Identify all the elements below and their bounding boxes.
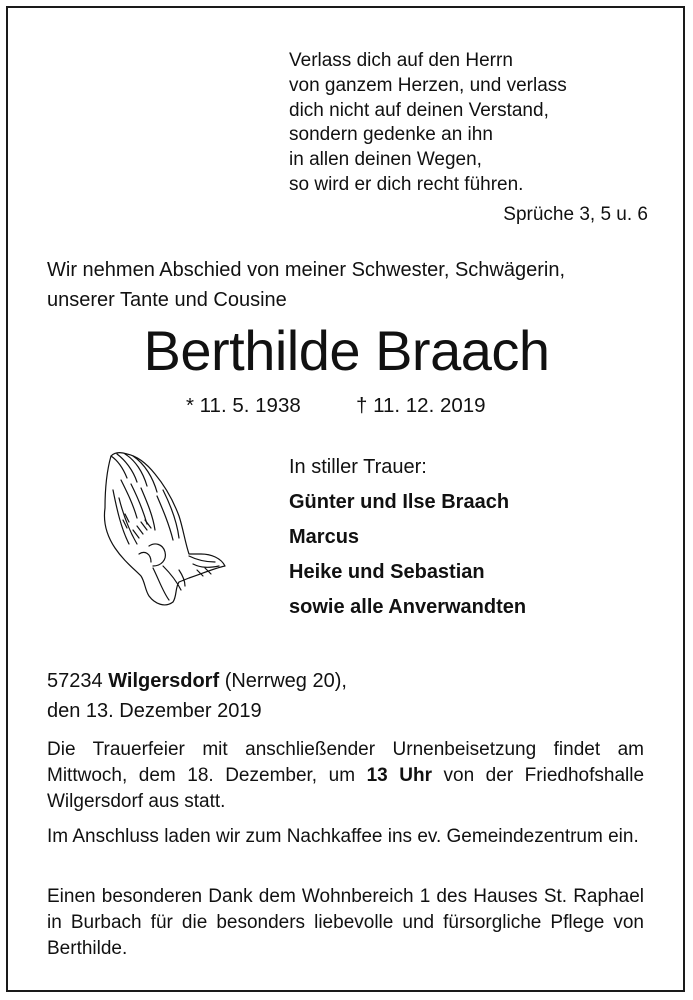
- death-date: † 11. 12. 2019: [356, 394, 486, 417]
- address-line: [47, 666, 347, 696]
- service-text-part2: von der Friedhofshalle Wilgersdorf aus statt.: [47, 765, 645, 812]
- intro-line: unserer Tante und Cousine: [47, 289, 287, 311]
- verse-line: so wird er dich recht führen.: [289, 173, 524, 195]
- notice-date: den 13. Dezember 2019: [47, 700, 262, 722]
- reception-notice: Im Anschluss laden wir zum Nachkaffee ins ev. Gemeindezentrum ein.: [47, 826, 639, 847]
- verse-line: von ganzem Herzen, und verlass: [289, 74, 567, 96]
- mourners-list: [289, 485, 526, 625]
- service-text-part1: Die Trauerfeier mit anschließender Urnenbeisetzung findet am Mittwoch, dem 18. Dezember, um: [47, 739, 644, 786]
- mourner-name: sowie alle Anverwandten: [289, 596, 527, 618]
- service-time: 13 Uhr: [366, 765, 432, 786]
- mourner-name: Marcus: [289, 526, 360, 548]
- thanks-notice: Einen besonderen Dank dem Wohnbereich 1 des Hauses St. Raphael in Burbach für die besonders liebevolle und fürsorgliche Pflege von Berthilde.: [47, 886, 644, 959]
- praying-hands-icon: [93, 450, 229, 614]
- mourner-name: Heike und Sebastian: [289, 561, 485, 583]
- street-address: (Nerrweg 20),: [224, 670, 347, 692]
- bible-verse: [289, 49, 567, 198]
- funeral-service-notice: [47, 737, 644, 815]
- birth-date: * 11. 5. 1938: [186, 394, 301, 417]
- deceased-name: Berthilde Braach: [143, 319, 550, 382]
- postal-code: 57234: [47, 670, 103, 692]
- verse-line: dich nicht auf deinen Verstand,: [289, 99, 549, 121]
- mourning-label: In stiller Trauer:: [289, 456, 427, 478]
- farewell-intro: [47, 255, 565, 315]
- verse-line: Verlass dich auf den Herrn: [289, 50, 513, 71]
- town-name: Wilgersdorf: [108, 670, 220, 692]
- place-and-date: [47, 666, 347, 726]
- verse-line: in allen deinen Wegen,: [289, 149, 482, 171]
- mourner-name: Günter und Ilse Braach: [289, 491, 510, 513]
- verse-line: sondern gedenke an ihn: [289, 124, 493, 146]
- intro-line: Wir nehmen Abschied von meiner Schwester, Schwägerin,: [47, 259, 566, 281]
- verse-reference: Sprüche 3, 5 u. 6: [503, 204, 648, 225]
